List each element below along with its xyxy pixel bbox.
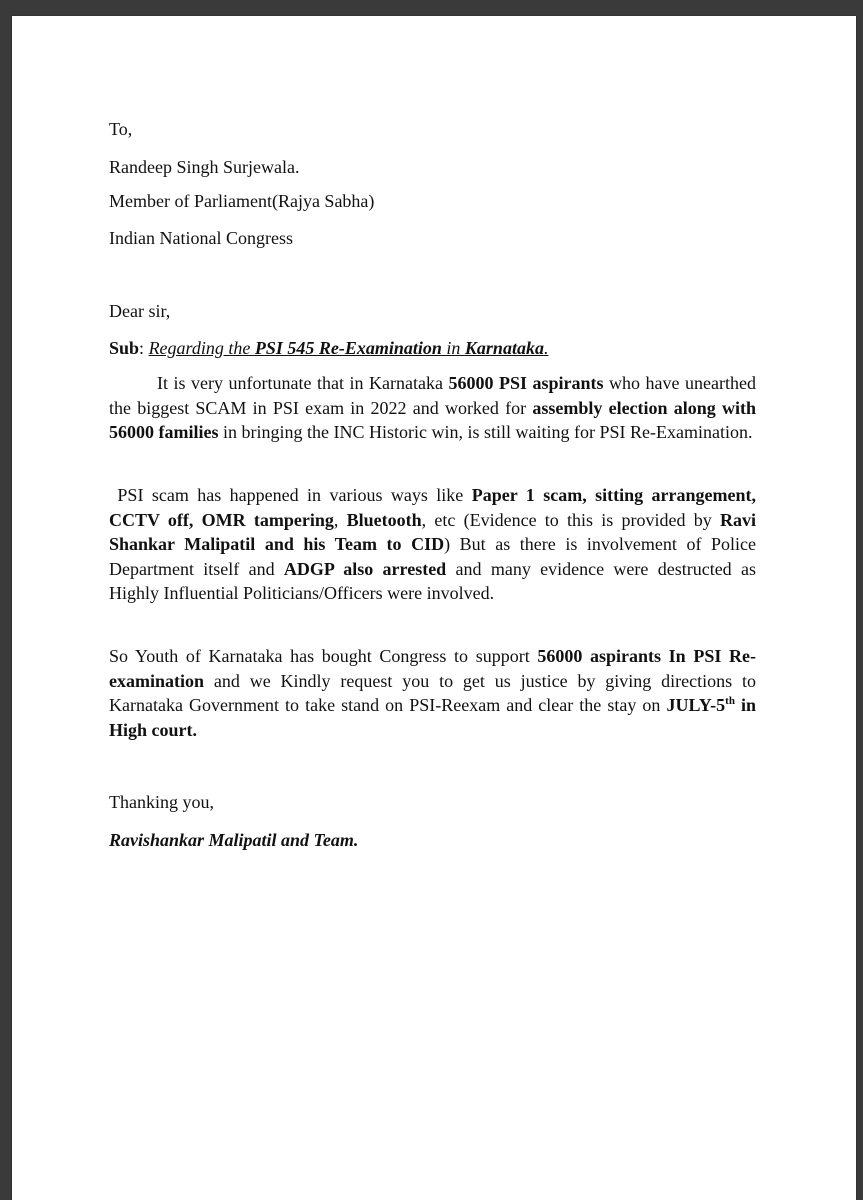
signature: Ravishankar Malipatil and Team.: [109, 830, 359, 850]
subject-text: Regarding the PSI 545 Re-Examination in Karnataka.: [148, 338, 549, 358]
recipient-name: Randeep Singh Surjewala.: [109, 157, 300, 177]
subject-line: [109, 336, 548, 360]
to-line: To,: [109, 119, 133, 139]
greeting: Dear sir,: [109, 301, 171, 321]
paragraph-1: It is very unfortunate that in Karnataka 56000 PSI aspirants who have unearthed the biggest SCAM in PSI exam in 2022 and worked for assembly election along with 56000 families in bringing the INC Historic win, is still waiting for PSI Re-Examination.: [109, 373, 757, 443]
recipient-position: Member of Parliament(Rajya Sabha): [109, 191, 375, 211]
subject-colon: :: [139, 338, 145, 358]
paragraph-2: PSI scam has happened in various ways like Paper 1 scam, sitting arrangement, CCTV off, OMR tampering, Bluetooth, etc (Evidence to this is provided by Ravi Shankar Malipatil and his Team to CID) But as there is involvement of Police Department itself and ADGP also arrested and many evidence were destructed as Highly Influential Politicians/Officers were involved.: [109, 485, 757, 604]
closing: Thanking you,: [109, 792, 214, 812]
paragraph-3: So Youth of Karnataka has bought Congress to support 56000 aspirants In PSI Re-examination and we Kindly request you to get us justice by giving directions to Karnataka Government to take stand on PSI-Reexam and clear the stay on JULY-5th in High court.: [109, 646, 757, 740]
recipient-party: Indian National Congress: [109, 228, 293, 248]
subject-label: Sub: [109, 338, 140, 358]
